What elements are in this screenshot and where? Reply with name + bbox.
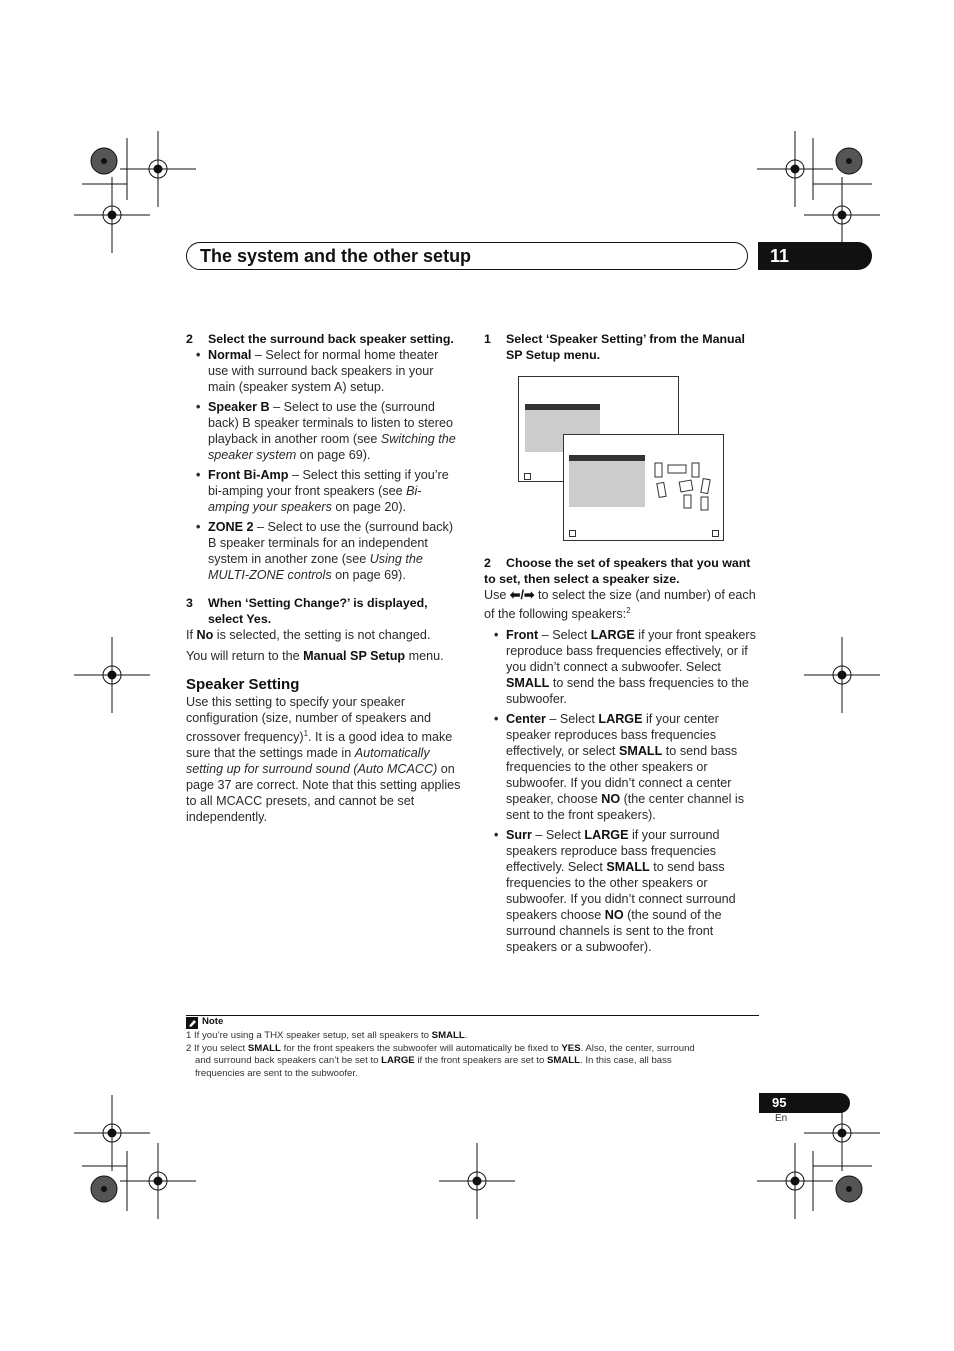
text: if your surround speakers reproduce bass frequencies effectively. Select — [506, 828, 720, 875]
text: . It is a good idea to make sure that the settings made in — [186, 730, 453, 761]
language-code: En — [775, 1113, 788, 1124]
keyword: SMALL — [606, 860, 650, 875]
step-text: Choose the set of speakers that you want to set, then select a speaker size. — [484, 556, 751, 586]
option-term: ZONE 2 — [208, 520, 254, 534]
keyword: No — [196, 628, 214, 642]
page-number-badge — [759, 1093, 850, 1113]
osd-return-icon — [569, 530, 576, 537]
text: if your center speaker reproduces bass frequencies effectively, or select — [506, 712, 719, 759]
text: on page 37 are correct. Note that this setting applies to all MCACC presets, and cannot be set independently. — [186, 762, 461, 825]
cross-reference: Bi-amping your speakers — [208, 484, 422, 514]
text: if your front speakers reproduce bass frequencies effectively, or if you didn’t connect a subwoofer. Select — [506, 628, 756, 675]
cross-reference: Switching the speaker system — [208, 432, 456, 462]
footnote-ref: 1 — [303, 729, 309, 738]
step-2-heading — [484, 555, 760, 587]
chapter-number-badge — [758, 242, 872, 270]
option-zone-2 — [186, 519, 462, 583]
keyword: Manual SP Setup — [303, 649, 406, 663]
text: 1 If you’re using a THX speaker setup, set all speakers to — [186, 1030, 432, 1041]
keyword: SMALL — [431, 1030, 465, 1041]
option-term: Center — [506, 712, 546, 727]
option-term: Speaker B — [208, 400, 270, 414]
text: Use this setting to specify your speaker configuration (size, number of speakers and crossover frequency) — [186, 695, 432, 745]
text: . In this case, all bass — [580, 1055, 672, 1066]
cross-reference: Using the MULTI-ZONE controls — [208, 552, 423, 582]
text: to send bass frequencies to the other speakers or subwoofer. If you didn’t connect surround speakers choose — [506, 860, 736, 923]
text: . Also, the center, surround — [580, 1042, 695, 1054]
left-column — [186, 331, 462, 825]
osd-next-icon — [712, 530, 719, 537]
text: (the sound of the surround channels is sent to the front speakers or a subwoofer). — [506, 908, 722, 955]
keyword: LARGE — [598, 712, 643, 727]
text: and surround back speakers can’t be set to — [195, 1055, 382, 1066]
notes-divider — [186, 1015, 759, 1016]
text: if the front speakers are set to — [414, 1055, 547, 1066]
option-front — [484, 627, 760, 707]
step-text: When ‘Setting Change?’ is displayed, select Yes. — [208, 596, 428, 626]
option-desc-tail: on page 69). — [296, 448, 371, 462]
option-term: Front — [506, 628, 539, 643]
step-1-heading — [484, 331, 760, 363]
keyword: YES — [561, 1042, 581, 1054]
option-speaker-b — [186, 399, 462, 463]
option-desc: – Select this setting if you’re bi-amping your front speakers (see — [208, 468, 449, 498]
option-term: Surr — [506, 828, 532, 843]
right-column-lower — [484, 555, 760, 959]
text: Use — [484, 588, 510, 602]
footnote-2-end: frequencies are sent to the subwoofer. — [195, 1067, 358, 1079]
text: . — [464, 1030, 468, 1041]
option-surr — [484, 827, 760, 955]
section-title: Speaker Setting — [186, 676, 300, 693]
chapter-title: The system and the other setup — [200, 246, 472, 266]
right-column — [484, 331, 760, 363]
text: for the front speakers the subwoofer will automatically be fixed to — [280, 1042, 562, 1054]
note-label: Note — [202, 1016, 224, 1027]
if-no-text — [186, 627, 462, 643]
option-desc: – Select to use the (surround back) B speaker terminals for an independent system in another zone (see — [208, 520, 454, 566]
keyword: SMALL — [247, 1042, 281, 1054]
option-center — [484, 711, 760, 823]
step-text: Select the surround back speaker setting. — [208, 332, 454, 346]
step-3-heading — [186, 595, 451, 627]
footnote-2-cont — [186, 1055, 766, 1068]
option-normal — [186, 347, 462, 395]
arrow-keys-icon: ⬅/➡ — [509, 588, 535, 602]
keyword: SMALL — [506, 676, 550, 691]
keyword: SMALL — [618, 744, 663, 759]
text: You will return to the — [186, 649, 304, 663]
footnote-1 — [186, 1030, 766, 1043]
keyword: SMALL — [546, 1055, 580, 1066]
cross-reference: Automatically setting up for surround sound (Auto MCACC) — [186, 746, 438, 777]
step-number: 3 — [186, 596, 193, 610]
osd-return-icon — [524, 473, 531, 480]
text: 2 If you select — [186, 1042, 248, 1054]
text: – Select — [531, 828, 585, 843]
option-term: Front Bi-Amp — [208, 468, 289, 482]
footnote-ref: 2 — [626, 606, 631, 615]
option-front-bi-amp — [186, 467, 462, 515]
text: to send the bass frequencies to the subwoofer. — [506, 676, 749, 707]
keyword: NO — [601, 792, 621, 807]
option-desc-tail: on page 69). — [331, 568, 406, 582]
option-term: Normal — [208, 348, 252, 362]
option-desc-tail: on page 20). — [331, 500, 407, 514]
surround-back-options — [186, 347, 462, 583]
text: menu. — [405, 649, 444, 663]
note-icon — [186, 1017, 198, 1029]
text: to send bass frequencies to the other speakers or subwoofer. If you didn’t connect a center speaker, choose — [506, 744, 738, 807]
text: is selected, the setting is not changed. — [213, 628, 431, 642]
speaker-size-options — [484, 627, 760, 955]
text: If — [186, 628, 197, 642]
speaker-layout-icon — [564, 435, 725, 542]
chapter-number: 11 — [770, 246, 790, 266]
footnote-2 — [186, 1043, 766, 1056]
use-arrows-text — [484, 587, 760, 622]
keyword: NO — [604, 908, 624, 923]
footnotes — [186, 1030, 766, 1080]
keyword: LARGE — [584, 828, 629, 843]
text: – Select — [538, 628, 591, 643]
text: (the center channel is sent to the front speakers). — [506, 792, 745, 823]
step-number: 2 — [484, 556, 491, 570]
step-text: Select ‘Speaker Setting’ from the Manual SP Setup menu. — [506, 332, 745, 362]
option-desc: – Select to use the (surround back) B speaker terminals to listen to stereo playback in another room (see — [208, 400, 453, 446]
return-text — [186, 648, 462, 664]
step-2-heading — [186, 331, 462, 347]
text: to select the size (and number) of each of the following speakers: — [484, 588, 756, 622]
option-desc: – Select for normal home theater use with surround back speakers in your main (speaker system A) setup. — [208, 348, 439, 394]
page-number: 95 — [772, 1095, 787, 1110]
section-body — [186, 694, 462, 825]
step-number: 2 — [186, 332, 193, 346]
keyword: LARGE — [590, 628, 635, 643]
osd-screen-front — [563, 434, 724, 541]
keyword: LARGE — [381, 1055, 415, 1066]
step-number: 1 — [484, 332, 491, 346]
text: – Select — [545, 712, 599, 727]
